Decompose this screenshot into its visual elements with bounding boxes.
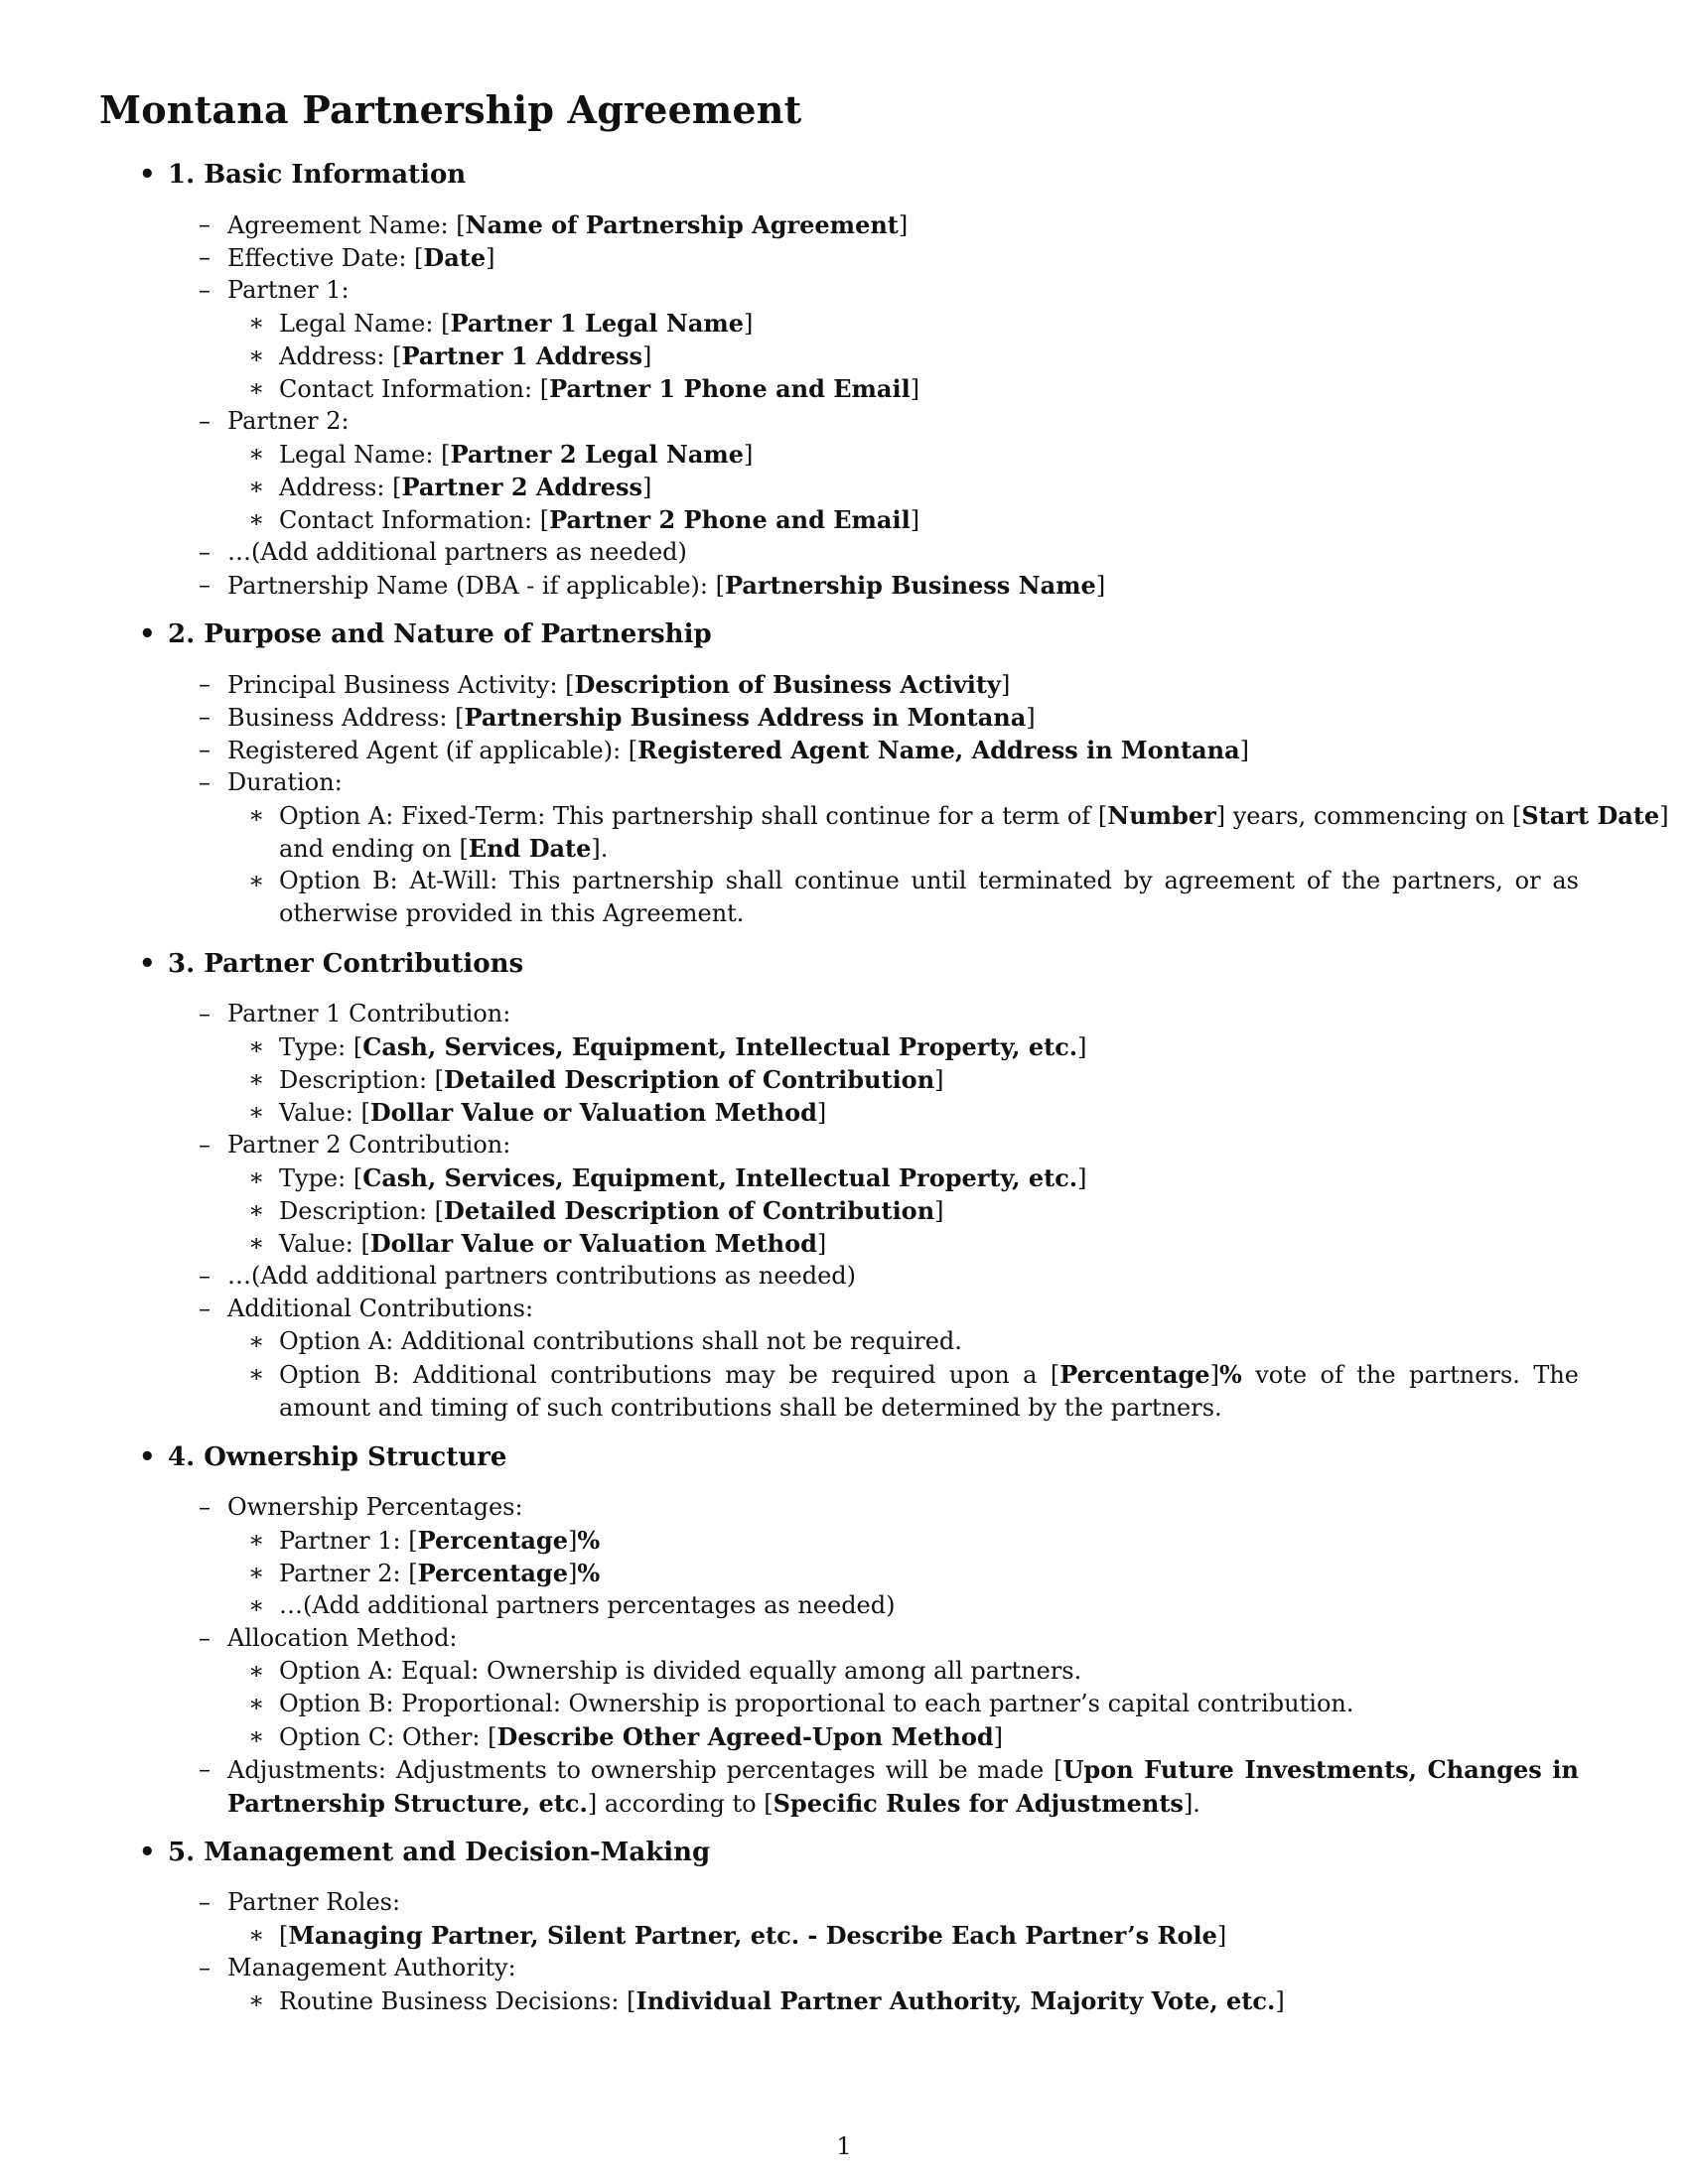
dash-icon: –	[199, 1493, 211, 1521]
page-number: 1	[836, 2132, 852, 2160]
dash-icon: –	[199, 1888, 211, 1916]
dash-icon: –	[199, 1000, 211, 1027]
asterisk-icon: ∗	[248, 801, 265, 829]
asterisk-icon: ∗	[248, 341, 265, 369]
bullet-icon: •	[139, 949, 156, 979]
dash-icon: –	[199, 1262, 211, 1290]
asterisk-icon: ∗	[248, 1722, 265, 1750]
dash-icon: –	[199, 1295, 211, 1322]
asterisk-icon: ∗	[248, 1591, 265, 1619]
list-subitem-continued: and ending on [End Date].	[279, 834, 609, 863]
dash-icon: –	[199, 768, 211, 796]
dash-icon: –	[199, 703, 211, 731]
dash-icon: –	[199, 243, 211, 271]
asterisk-icon: ∗	[248, 1986, 265, 2014]
asterisk-icon: ∗	[248, 309, 265, 337]
asterisk-icon: ∗	[248, 1327, 265, 1355]
asterisk-icon: ∗	[248, 1526, 265, 1554]
dash-icon: –	[199, 1954, 211, 1981]
asterisk-icon: ∗	[248, 473, 265, 500]
dash-icon: –	[199, 538, 211, 566]
dash-icon: –	[199, 1755, 211, 1783]
asterisk-icon: ∗	[248, 1690, 265, 1717]
bullet-icon: •	[139, 1838, 156, 1867]
asterisk-icon: ∗	[248, 1360, 265, 1388]
asterisk-icon: ∗	[248, 440, 265, 468]
dash-icon: –	[199, 1624, 211, 1652]
asterisk-icon: ∗	[248, 1163, 265, 1191]
asterisk-icon: ∗	[248, 1098, 265, 1126]
asterisk-icon: ∗	[248, 867, 265, 894]
dash-icon: –	[199, 1131, 211, 1159]
bullet-icon: •	[139, 619, 156, 649]
dash-icon: –	[199, 736, 211, 763]
asterisk-icon: ∗	[248, 1229, 265, 1257]
dash-icon: –	[199, 571, 211, 599]
bullet-icon: •	[139, 1442, 156, 1472]
asterisk-icon: ∗	[248, 1657, 265, 1685]
document-page: Montana Partnership Agreement • 1. Basic Information – Agreement Name: [Name of Partnership Agreement] – Effective Date: [Date] – Partner 1: ∗ Legal Name: [Partner 1 Legal Name] ∗ Address: [Partner 1 Address] ∗ Contact Information: [Partner 1 Phone and Email] – Partner 2: ∗ Legal Name: [Partner 2 Legal Name] ∗ Address: [Partner 2 Address] ∗ Contact Information: [Partner 2 Phone and Email] – …(Add additional partners as needed) – Partnership Name (DBA - if applicable): [Partnership Business Name] • 2. Purpose and Nature of Partnership – Principal Business Activity: [Description of Business Activity] – Business Address: [Partnership Business Address in Montana] – Registered Agent (if applicable): [Registered Agent Name, Address in Montana] – Duration: ∗ Option A: Fixed-Term: This partnership shall continue for a term of [Number] years, commencing on [Start Date] and ending on [End Date]. ∗ Option B: At-Will: This partnership shall continue until terminated by agreement of the partners, or as otherwise provided in this Agreement. • 3. Partner Contributions – Partner 1 Contribution: ∗ Type: [Cash, Services, Equipment, Intellectual Property, etc.] ∗ Description: [Detailed Description of Contribution] ∗ Value: [Dollar Value or Valuation Method] – Partner 2 Contribution: ∗ Type: [Cash, Services, Equipment, Intellectual Property, etc.] ∗ Description: [Detailed Description of Contribution] ∗ Value: [Dollar Value or Valuation Method] – …(Add additional partners contributions as needed) – Additional Contributions: ∗ Option A: Additional contributions shall not be required. ∗ Option B: Additional contributions may be required upon a [Percentage]% vote of the partners. The amount and timing of such contributions shall be determined by the partners. • 4. Ownership Structure – Ownership Percentages: ∗ Partner 1: [Percentage]% ∗ Partner 2: [Percentage]% ∗ …(Add additional partners percentages as needed) – Allocation Method: ∗ Option A: Equal: Ownership is divided equally among all partners. ∗ Option B: Proportional: Ownership is proportional to each partner’s capital contribution. ∗ Option C: Other: [Describe Other Agreed-Upon Method] – Adjustments: Adjustments to ownership percentages will be made [Upon Future Investments, Changes in Partnership Structure, etc.] according to [Specific Rules for Adjustments]. • 5. Management and Decision-Making – Partner Roles: ∗ [Managing Partner, Silent Partner, etc. - Describe Each Partner’s Role] – Management Authority: ∗ Routine Business Decisions: [Individual Partner Authority, Majority Vote, etc.] 1	[0, 0, 1688, 2184]
asterisk-icon: ∗	[248, 505, 265, 533]
dash-icon: –	[199, 276, 211, 304]
document-title: Montana Partnership Agreement	[99, 87, 802, 132]
asterisk-icon: ∗	[248, 1196, 265, 1224]
asterisk-icon: ∗	[248, 1921, 265, 1949]
asterisk-icon: ∗	[248, 1559, 265, 1586]
dash-icon: –	[199, 670, 211, 698]
dash-icon: –	[199, 210, 211, 238]
bullet-icon: •	[139, 160, 156, 190]
asterisk-icon: ∗	[248, 1032, 265, 1060]
asterisk-icon: ∗	[248, 1065, 265, 1093]
asterisk-icon: ∗	[248, 374, 265, 402]
dash-icon: –	[199, 407, 211, 435]
